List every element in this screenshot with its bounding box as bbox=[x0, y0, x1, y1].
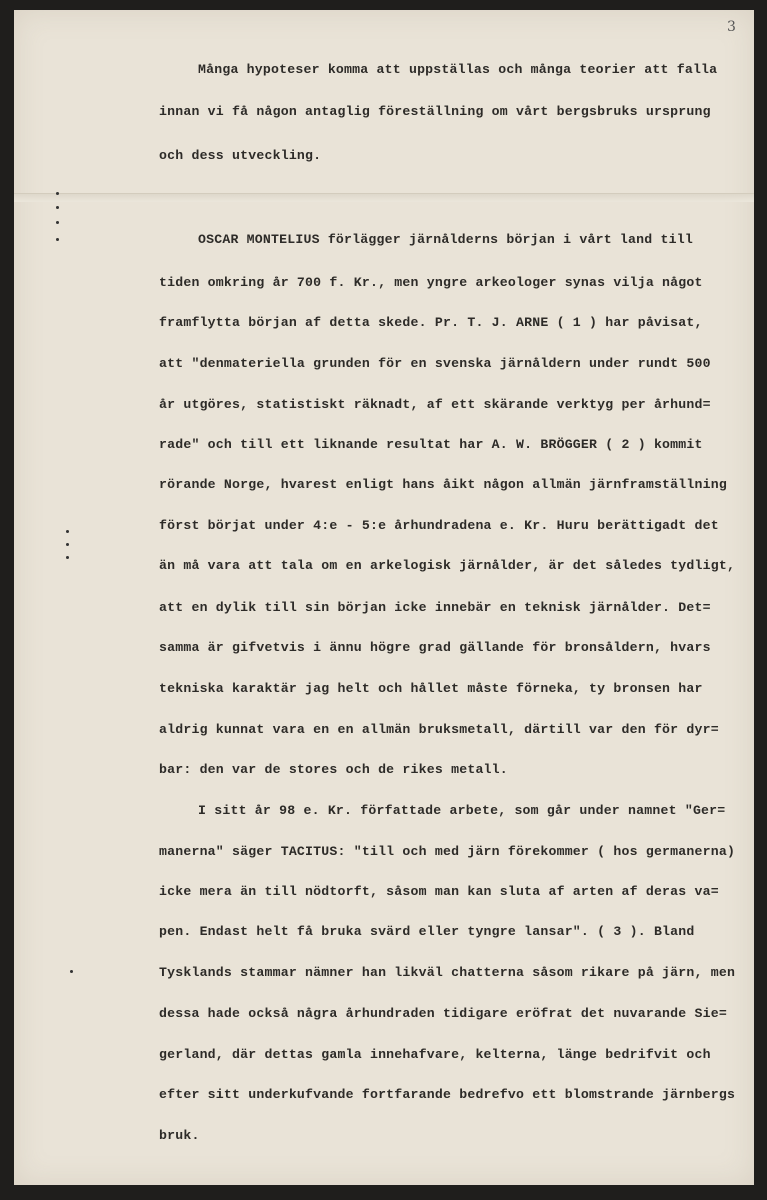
text-line: framflytta början af detta skede. Pr. T. J. ARNE ( 1 ) har påvisat, bbox=[159, 315, 703, 330]
text-line: att "denmateriella grunden för en svenska järnåldern under rundt 500 bbox=[159, 356, 711, 371]
text-line: manerna" säger TACITUS: "till och med järn förekommer ( hos germanerna) bbox=[159, 844, 736, 859]
text-line: pen. Endast helt få bruka svärd eller tyngre lansar". ( 3 ). Bland bbox=[159, 924, 695, 939]
margin-dot bbox=[56, 221, 59, 224]
page-fold bbox=[14, 193, 754, 202]
text-line: tekniska karaktär jag helt och hållet måste förneka, ty bronsen har bbox=[159, 681, 703, 696]
margin-dot bbox=[56, 206, 59, 209]
text-line: efter sitt underkufvande fortfarande bedrefvo ett blomstrande järnbergs bbox=[159, 1087, 736, 1102]
margin-dot bbox=[66, 543, 69, 546]
text-line: först börjat under 4:e - 5:e århundradena e. Kr. Huru berättigadt det bbox=[159, 518, 719, 533]
text-line: än må vara att tala om en arkelogisk järnålder, är det således tydligt, bbox=[159, 558, 736, 573]
text-line: rörande Norge, hvarest enligt hans åikt någon allmän järnframställning bbox=[159, 477, 727, 492]
margin-dot bbox=[56, 192, 59, 195]
text-line: och dess utveckling. bbox=[159, 148, 322, 163]
text-line: icke mera än till nödtorft, såsom man kan sluta af arten af deras va= bbox=[159, 884, 719, 899]
margin-dot bbox=[66, 556, 69, 559]
text-line: Många hypoteser komma att uppställas och många teorier att falla bbox=[198, 62, 718, 77]
text-line: rade" och till ett liknande resultat har A. W. BRÖGGER ( 2 ) kommit bbox=[159, 437, 703, 452]
text-line: bar: den var de stores och de rikes metall. bbox=[159, 762, 508, 777]
text-line: tiden omkring år 700 f. Kr., men yngre arkeologer synas vilja något bbox=[159, 275, 703, 290]
text-line: bruk. bbox=[159, 1128, 200, 1143]
text-line: år utgöres, statistiskt räknadt, af ett skärande verktyg per århund= bbox=[159, 397, 711, 412]
text-line: OSCAR MONTELIUS förlägger järnålderns början i vårt land till bbox=[198, 232, 693, 247]
page-number: 3 bbox=[727, 19, 736, 35]
margin-dot bbox=[66, 530, 69, 533]
text-line: gerland, där dettas gamla innehafvare, kelterna, länge bedrifvit och bbox=[159, 1047, 711, 1062]
text-line: aldrig kunnat vara en en allmän bruksmetall, därtill var den för dyr= bbox=[159, 722, 719, 737]
text-line: innan vi få någon antaglig föreställning om vårt bergsbruks ursprung bbox=[159, 104, 711, 119]
text-line: samma är gifvetvis i ännu högre grad gällande för bronsåldern, hvars bbox=[159, 640, 711, 655]
text-line: dessa hade också några århundraden tidigare eröfrat det nuvarande Sie= bbox=[159, 1006, 727, 1021]
margin-dot bbox=[70, 970, 73, 973]
text-line: att en dylik till sin början icke innebär en teknisk järnålder. Det= bbox=[159, 600, 711, 615]
text-line: Tysklands stammar nämner han likväl chatterna såsom rikare på järn, men bbox=[159, 965, 736, 980]
document-page bbox=[14, 10, 754, 1185]
margin-dot bbox=[56, 238, 59, 241]
text-line: I sitt år 98 e. Kr. författade arbete, som går under namnet "Ger= bbox=[198, 803, 726, 818]
